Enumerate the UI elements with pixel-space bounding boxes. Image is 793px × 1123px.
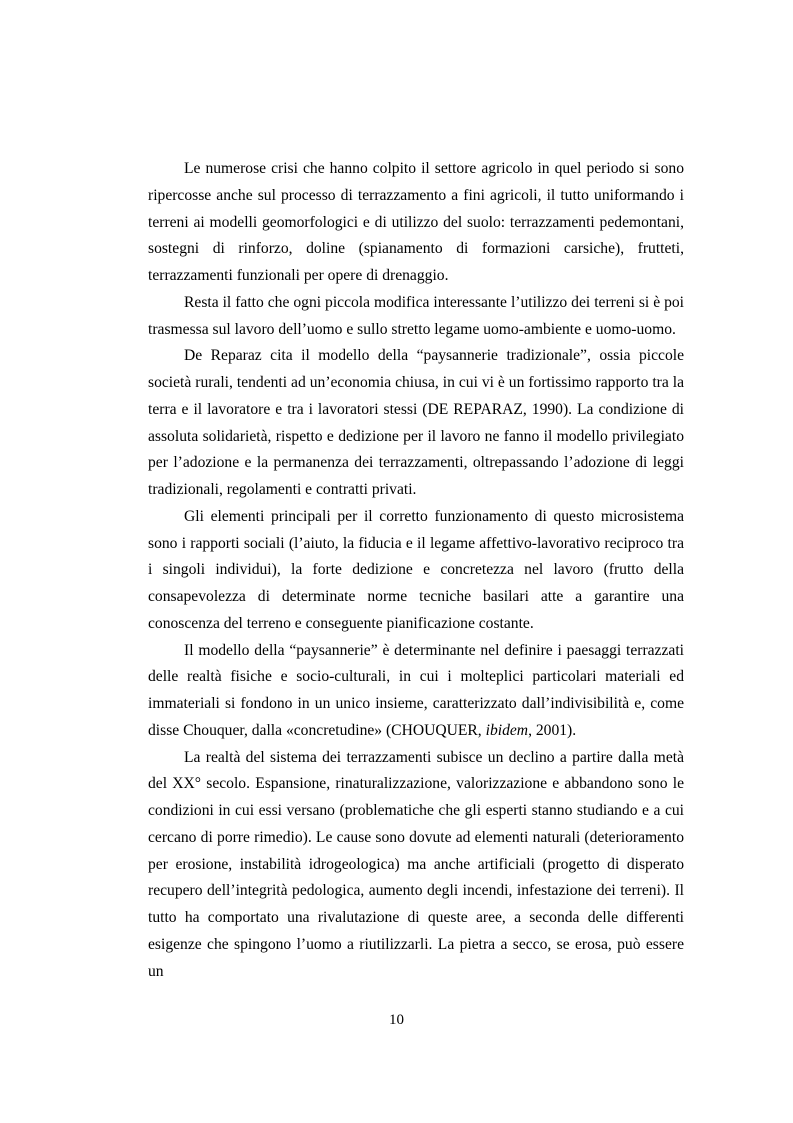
- paragraph-1: [148, 156, 684, 290]
- paragraph-2-text: Resta il fatto che ogni piccola modifica interessante l’utilizzo dei terreni si è poi trasmessa sul lavoro dell’uomo e sullo stretto legame uomo-ambiente e uomo-uomo.: [148, 293, 684, 338]
- page-number: 10: [389, 1012, 404, 1028]
- paragraph-3: [148, 343, 684, 504]
- paragraph-2: [148, 290, 684, 344]
- paragraph-5-text-before: Il modello della “paysannerie” è determinante nel definire i paesaggi terrazzati delle realtà fisiche e socio-culturali, in cui i molteplici particolari materiali ed immateriali si fondono in un unico insieme, caratterizzato dall’indivisibilità e, come disse Chouquer, dalla «concretudine» (CHOUQUER,: [148, 641, 684, 739]
- paragraph-4-text: Gli elementi principali per il corretto funzionamento di questo microsistema sono i rapporti sociali (l’aiuto, la fiducia e il legame affettivo-lavorativo reciproco tra i singoli individui), la forte dedizione e concretezza nel lavoro (frutto della consapevolezza di determinate norme tecniche basilari atte a garantire una conoscenza del terreno e conseguente pianificazione costante.: [148, 507, 684, 632]
- paragraph-5-text-after: , 2001).: [528, 721, 577, 739]
- paragraph-1-text: Le numerose crisi che hanno colpito il settore agricolo in quel periodo si sono ripercosse anche sul processo di terrazzamento a fini agricoli, il tutto uniformando i terreni ai modelli geomorfologici e di utilizzo del suolo: terrazzamenti pedemontani, sostegni di rinforzo, doline (spianamento di formazioni carsiche), frutteti, terrazzamenti funzionali per opere di drenaggio.: [148, 160, 684, 284]
- paragraph-3-text: De Reparaz cita il modello della “paysannerie tradizionale”, ossia piccole società rurali, tendenti ad un’economia chiusa, in cui vi è un fortissimo rapporto tra la terra e il lavoratore e tra i lavoratori stessi (DE REPARAZ, 1990). La condizione di assoluta solidarietà, rispetto e dedizione per il lavoro ne fanno il modello privilegiato per l’adozione e la permanenza dei terrazzamenti, oltrepassando l’adozione di leggi tradizionali, regolamenti e contratti privati.: [148, 347, 684, 498]
- paragraph-6-text: La realtà del sistema dei terrazzamenti subisce un declino a partire dalla metà del XX° secolo. Espansione, rinaturalizzazione, valorizzazione e abbandono sono le condizioni in cui essi versano (problematiche che gli esperti stanno studiando e a cui cercano di porre rimedio). Le cause sono dovute ad elementi naturali (deterioramento per erosione, instabilità idrogeologica) ma anche artificiali (progetto di disperato recupero dell’integrità pedologica, aumento degli incendi, infestazione dei terreni). Il tutto ha comportato una rivalutazione di queste aree, a seconda delle differenti esigenze che spingono l’uomo a riutilizzarli. La pietra a secco, se erosa, può essere un: [148, 748, 684, 980]
- paragraph-4: [148, 504, 684, 638]
- page-body: [148, 156, 684, 985]
- paragraph-5-citation-italic: ibidem: [485, 721, 529, 739]
- paragraph-6: [148, 745, 684, 986]
- paragraph-5: [148, 638, 684, 745]
